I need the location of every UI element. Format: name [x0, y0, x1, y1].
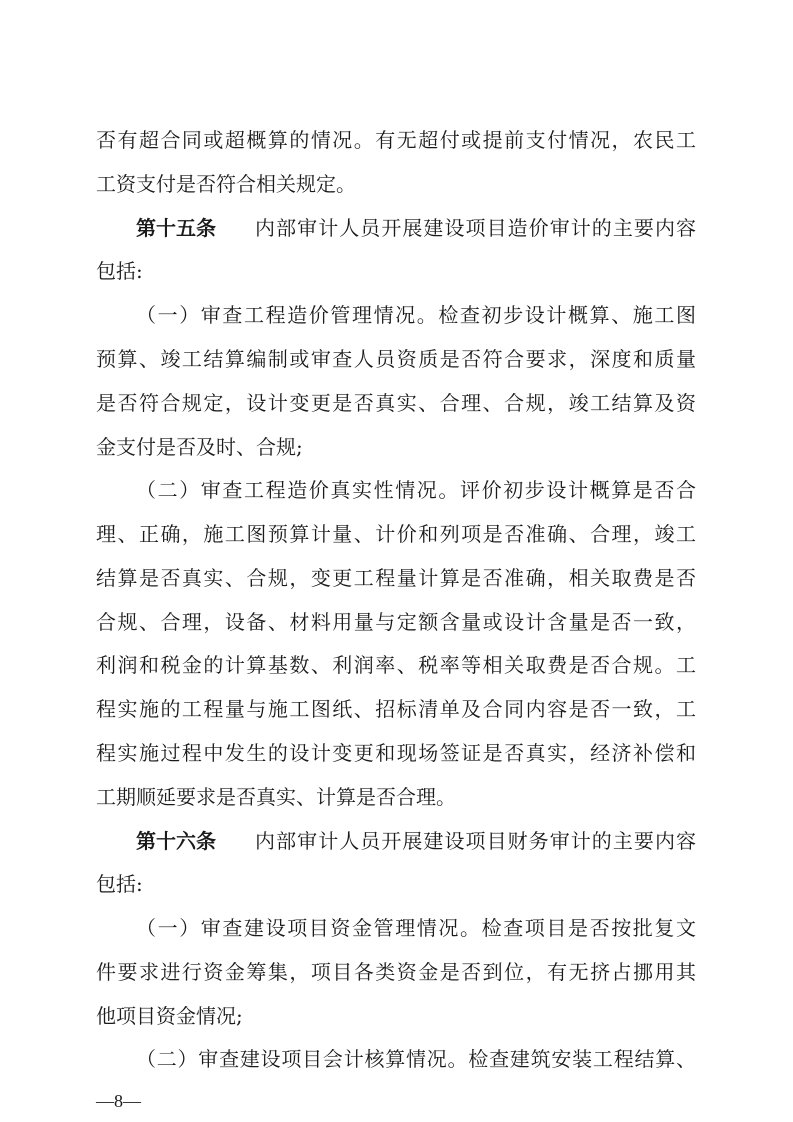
- article-16-text: 内部审计人员开展建设项目财务审计的主要内容: [254, 829, 696, 853]
- body-line: 理、正确，施工图预算计量、计价和列项是否准确、合理，竣工: [96, 522, 696, 546]
- body-line: （二）审查工程造价真实性情况。评价初步设计概算是否合: [136, 478, 696, 502]
- article-15-text: 内部审计人员开展建设项目造价审计的主要内容: [254, 216, 696, 240]
- body-line: 预算、竣工结算编制或审查人员资质是否符合要求，深度和质量: [96, 347, 696, 371]
- article-15-line: [136, 216, 696, 242]
- body-line: 工资支付是否符合相关规定。: [96, 172, 356, 196]
- body-line: 合规、合理，设备、材料用量与定额含量或设计含量是否一致，: [96, 610, 696, 634]
- body-line: 包括:: [96, 872, 143, 896]
- body-line: 件要求进行资金筹集，项目各类资金是否到位，有无挤占挪用其: [96, 960, 696, 984]
- article-15-heading: 第十五条: [136, 216, 216, 240]
- body-line: 否有超合同或超概算的情况。有无超付或提前支付情况，农民工: [96, 128, 696, 152]
- article-16-heading: 第十六条: [136, 829, 216, 853]
- body-line: （一）审查工程造价管理情况。检查初步设计概算、施工图: [136, 303, 696, 327]
- body-line: 金支付是否及时、合规;: [96, 435, 303, 459]
- body-line: 工期顺延要求是否真实、计算是否合理。: [96, 785, 456, 809]
- body-line: 结算是否真实、合规，变更工程量计算是否准确，相关取费是否: [96, 566, 696, 590]
- article-16-line: [136, 829, 696, 855]
- page-number: —8—: [96, 1091, 141, 1111]
- body-line: （二）审查建设项目会计核算情况。检查建筑安装工程结算、: [136, 1047, 696, 1071]
- body-line: 程实施过程中发生的设计变更和现场签证是否真实，经济补偿和: [96, 741, 696, 765]
- body-line: 利润和税金的计算基数、利润率、税率等相关取费是否合规。工: [96, 653, 696, 677]
- body-line: 他项目资金情况;: [96, 1004, 243, 1028]
- body-line: 包括:: [96, 259, 143, 283]
- body-line: 程实施的工程量与施工图纸、招标清单及合同内容是否一致，工: [96, 697, 696, 721]
- body-line: 是否符合规定，设计变更是否真实、合理、合规，竣工结算及资: [96, 391, 696, 415]
- body-line: （一）审查建设项目资金管理情况。检查项目是否按批复文: [136, 916, 696, 940]
